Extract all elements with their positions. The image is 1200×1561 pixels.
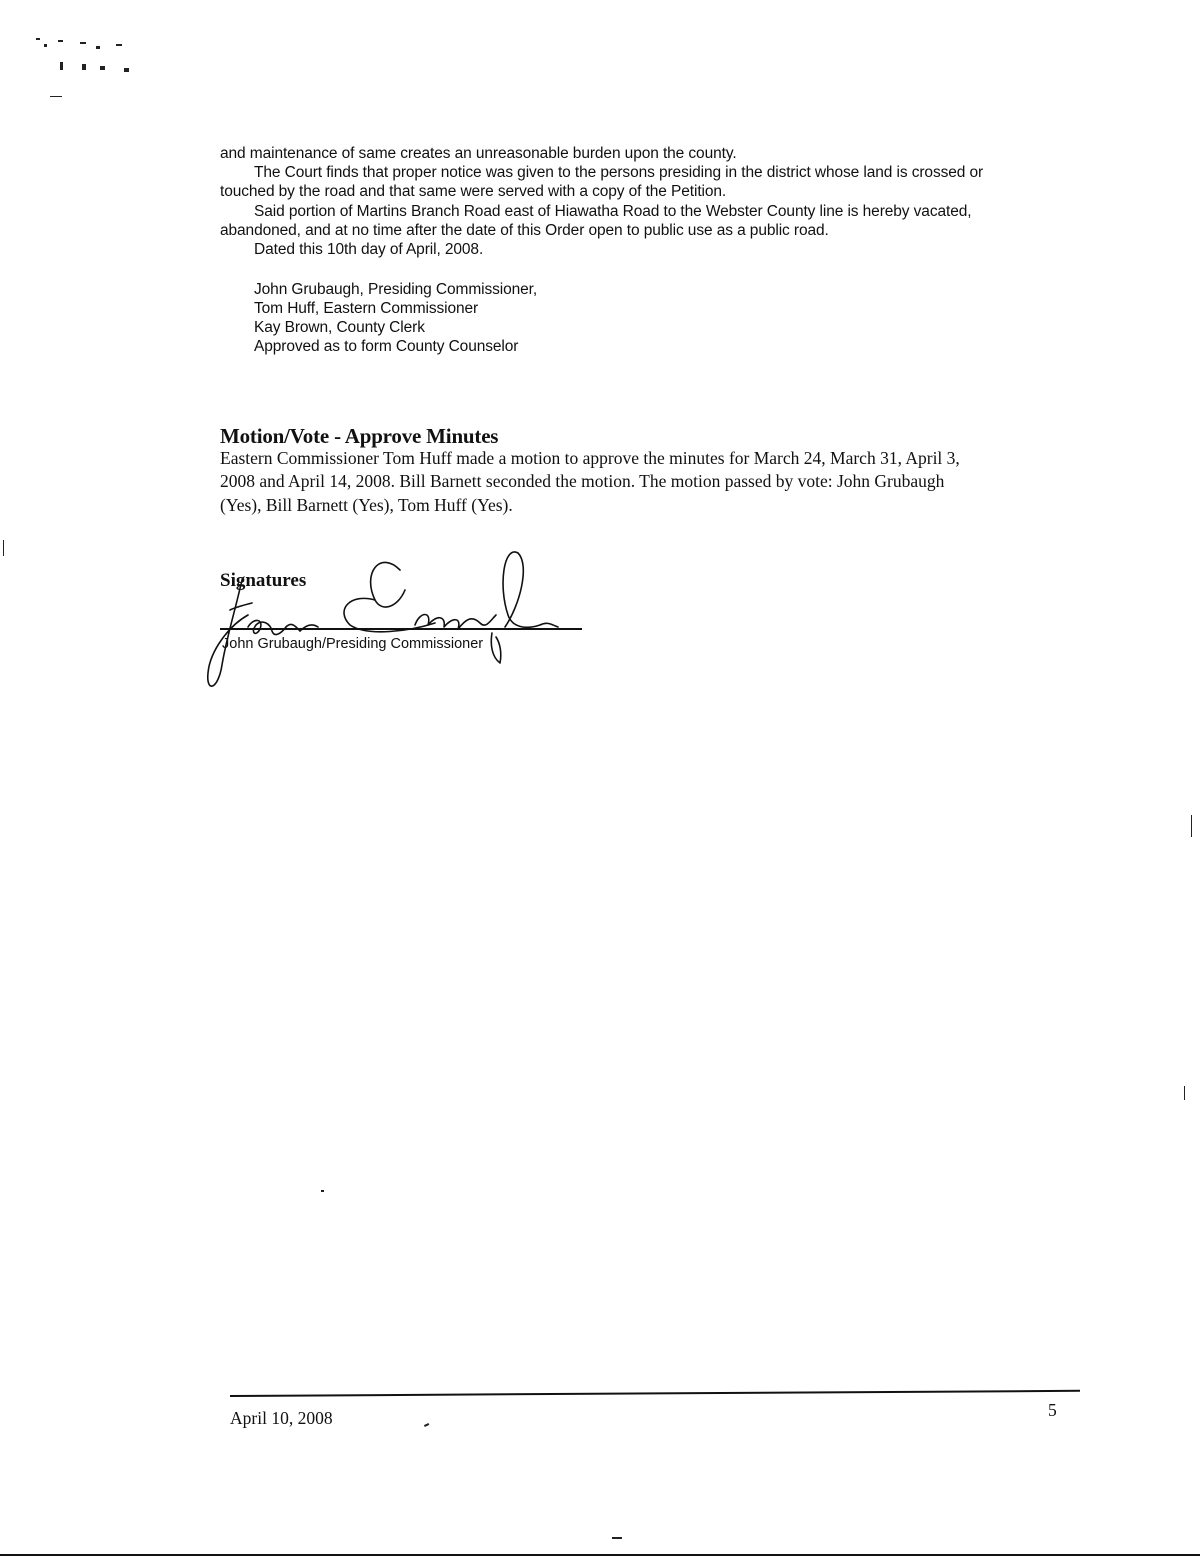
order-text-line: abandoned, and at no time after the date of this Order open to public use as a public road. xyxy=(220,222,829,239)
footer-date: April 10, 2008 xyxy=(230,1408,333,1428)
signatory-line: John Grubaugh, Presiding Commissioner, xyxy=(254,281,538,298)
order-text-line: Said portion of Martins Branch Road east of Hiawatha Road to the Webster County line is hereby vacated, xyxy=(254,203,972,220)
signature-caption: John Grubaugh/Presiding Commissioner xyxy=(222,636,484,652)
scan-speck xyxy=(612,1537,622,1539)
scan-speck xyxy=(3,540,4,556)
scan-speck xyxy=(321,1190,324,1192)
signatory-line: Tom Huff, Eastern Commissioner xyxy=(254,300,479,317)
scan-speck xyxy=(1191,815,1192,837)
signatory-line: Approved as to form County Counselor xyxy=(254,338,519,355)
signatures-heading: Signatures xyxy=(220,570,307,591)
footer-rule xyxy=(230,1390,1080,1397)
scan-speck xyxy=(424,1423,429,1426)
order-text-line: touched by the road and that same were served with a copy of the Petition. xyxy=(220,183,727,200)
motion-text-line: Eastern Commissioner Tom Huff made a motion to approve the minutes for March 24, March 31, April 3, xyxy=(220,448,960,468)
order-dated-line: Dated this 10th day of April, 2008. xyxy=(254,241,484,258)
handwritten-signature xyxy=(200,545,560,695)
scan-bottom-edge xyxy=(0,1554,1200,1556)
motion-text-line: (Yes), Bill Barnett (Yes), Tom Huff (Yes). xyxy=(220,495,513,515)
order-text-line: and maintenance of same creates an unreasonable burden upon the county. xyxy=(220,145,737,162)
signatory-line: Kay Brown, County Clerk xyxy=(254,319,425,336)
scan-speck xyxy=(1184,1086,1185,1100)
motion-body xyxy=(0,0,1200,520)
order-text-line: The Court finds that proper notice was given to the persons presiding in the district whose land is crossed or xyxy=(254,164,984,181)
page-number: 5 xyxy=(1048,1400,1057,1420)
motion-text-line: 2008 and April 14, 2008. Bill Barnett seconded the motion. The motion passed by vote: John Grubaugh xyxy=(220,471,945,491)
motion-heading: Motion/Vote - Approve Minutes xyxy=(220,424,499,448)
